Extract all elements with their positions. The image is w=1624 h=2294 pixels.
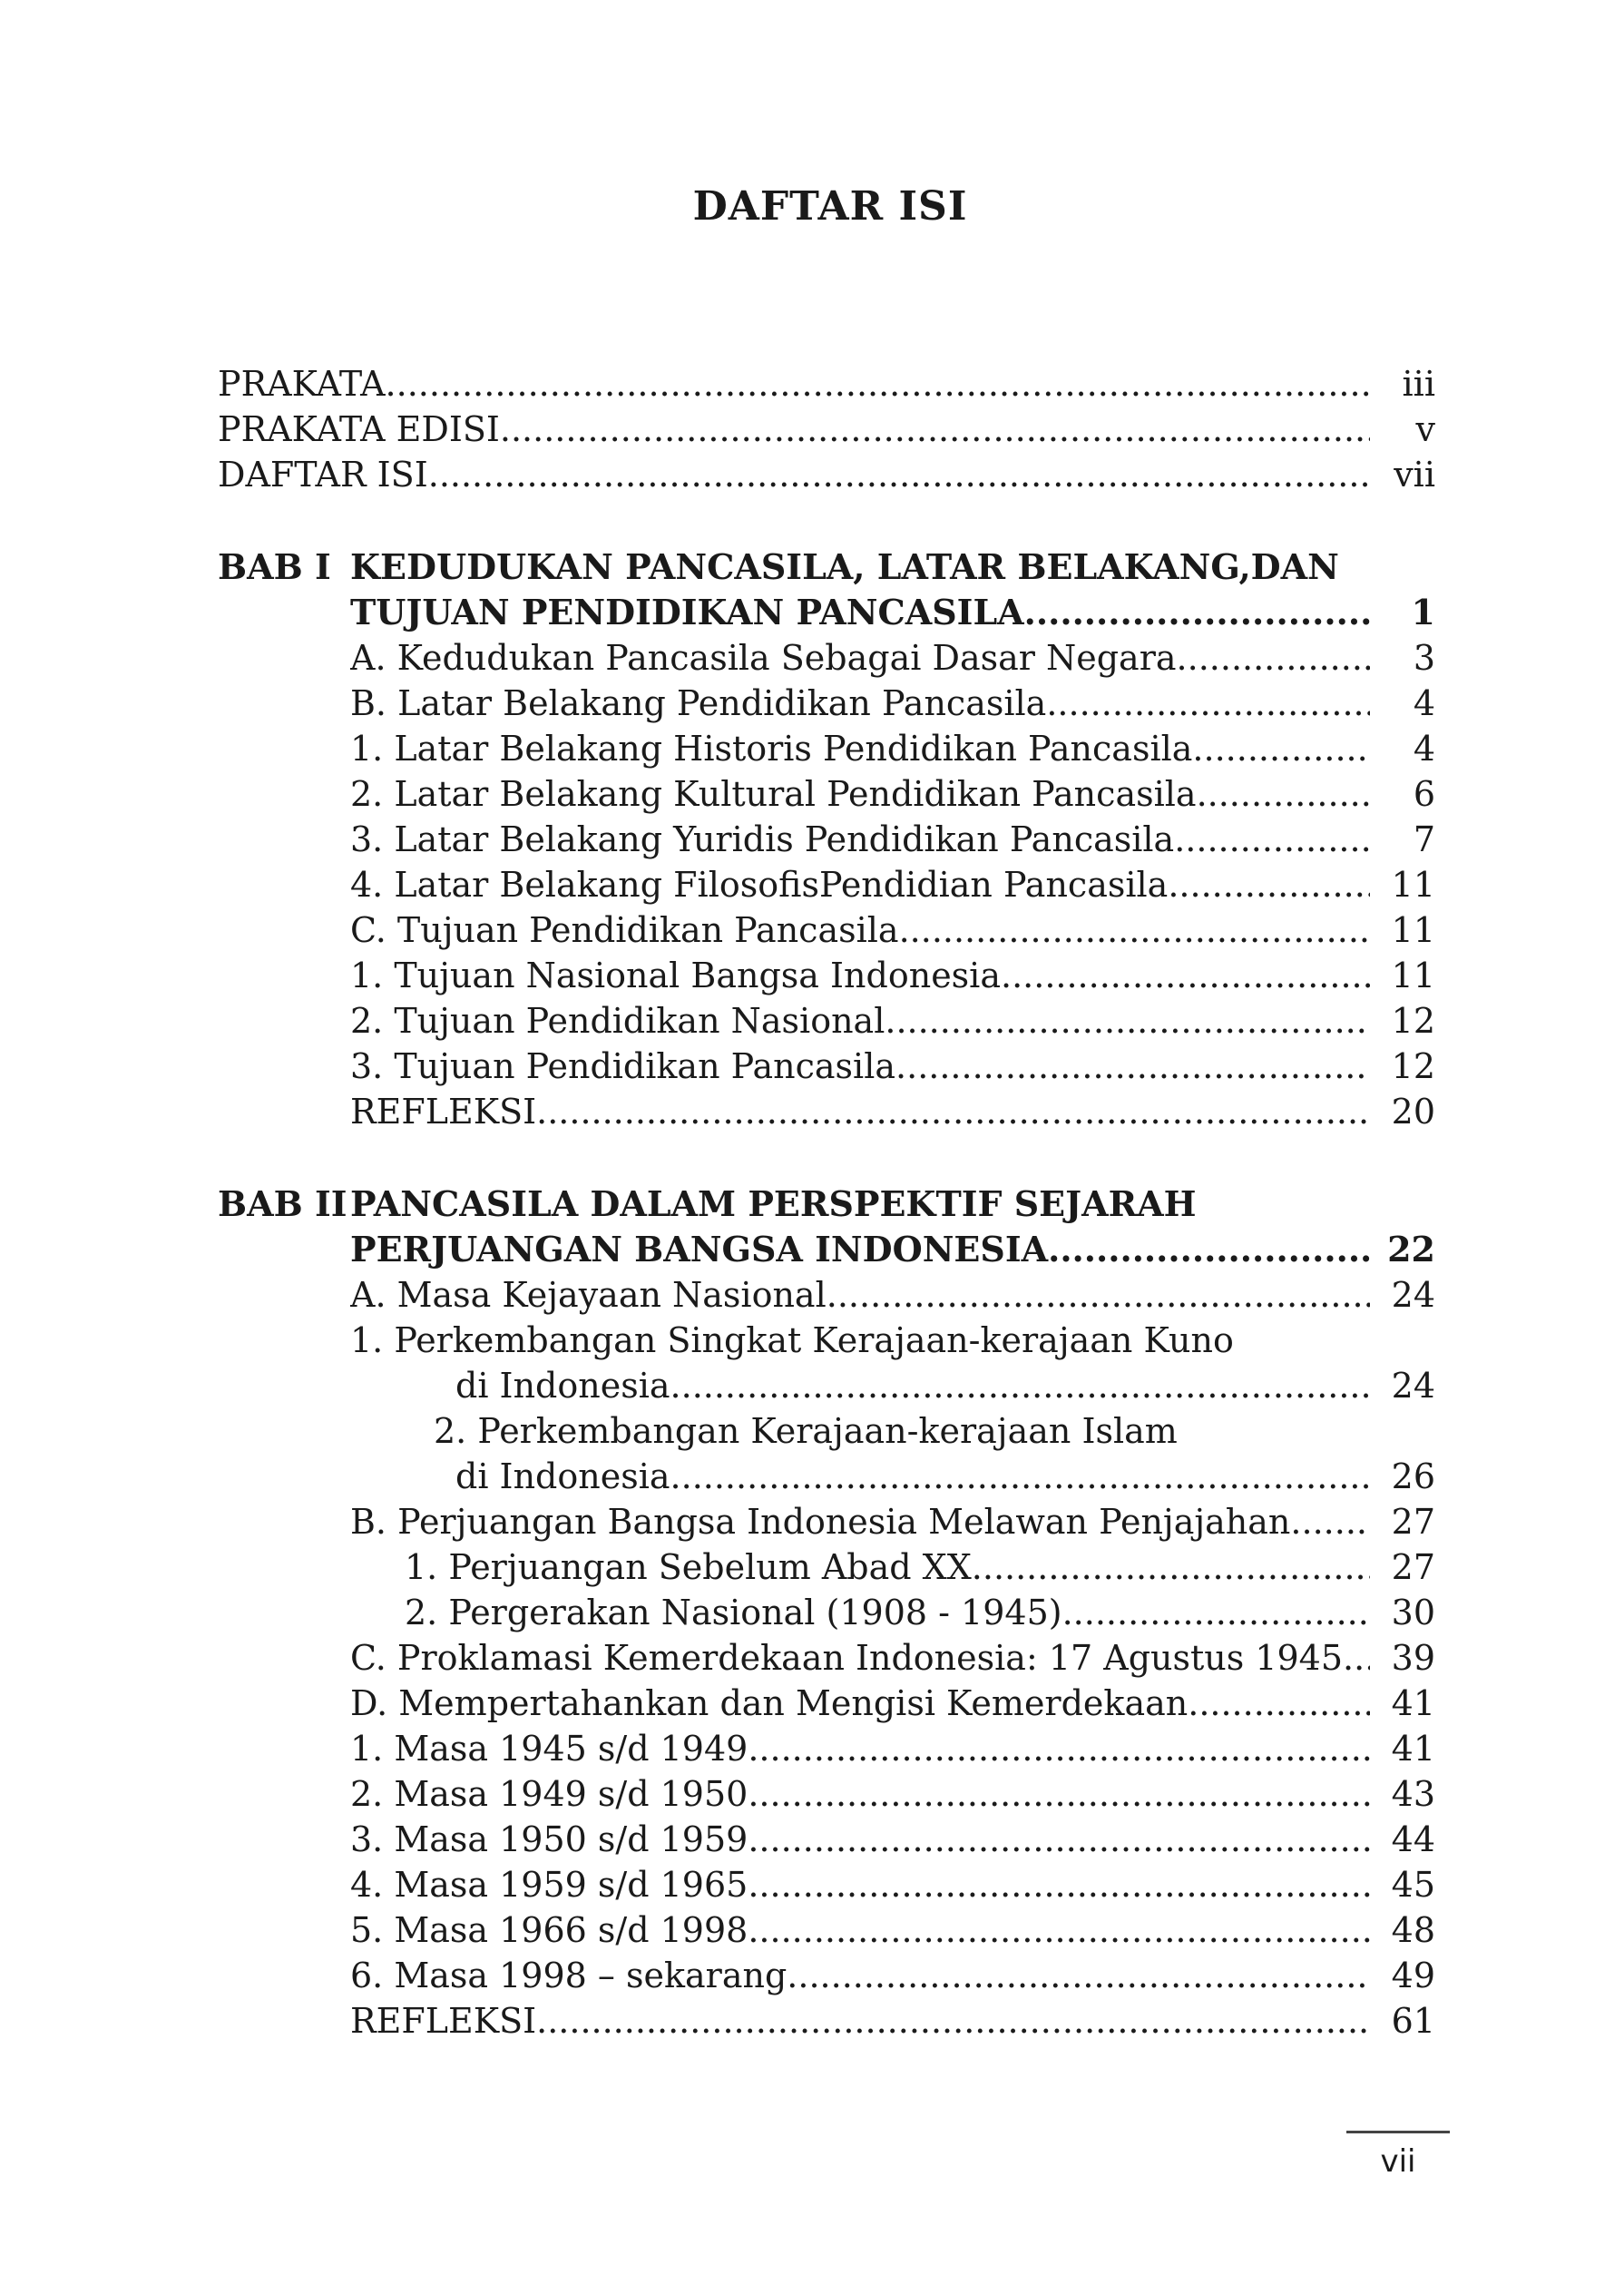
toc-entry	[0, 1862, 1624, 1907]
leader-dots	[1062, 1590, 1370, 1635]
toc-entry-label: DAFTAR ISI	[218, 455, 428, 495]
toc-entry-page: 41	[1391, 1729, 1435, 1769]
leader-dots	[1197, 771, 1370, 817]
toc-entry-label: 2. Pergerakan Nasional (1908 - 1945)	[405, 1593, 1062, 1632]
page-title: DAFTAR ISI	[692, 183, 968, 230]
leader-dots	[670, 1454, 1370, 1499]
leader-dots	[1174, 817, 1370, 862]
toc-entry-prakata-edisi	[0, 407, 1624, 452]
toc-entry-page: 39	[1391, 1638, 1435, 1678]
leader-dots	[1048, 1227, 1370, 1272]
toc-entry	[0, 1953, 1624, 1998]
leader-dots	[1177, 635, 1370, 681]
toc-entry	[0, 953, 1624, 998]
toc-entry-page: 26	[1391, 1456, 1435, 1496]
toc-entry-label: 4. Latar Belakang FilosofisPendidian Pancasila	[350, 865, 1169, 905]
toc-entry-label: 3. Masa 1950 s/d 1959	[350, 1819, 748, 1859]
toc-entry-label: 2. Latar Belakang Kultural Pendidikan Pancasila	[350, 774, 1197, 814]
leader-dots	[748, 1907, 1370, 1953]
toc-entry-label: 2. Tujuan Pendidikan Nasional	[350, 1001, 885, 1041]
toc-entry-page: 12	[1391, 1001, 1435, 1041]
toc-entry-page: 4	[1413, 729, 1435, 769]
leader-dots	[1290, 1499, 1370, 1544]
toc-entry	[0, 635, 1624, 681]
toc-entry-label: 4. Masa 1959 s/d 1965	[350, 1865, 748, 1905]
toc-entry-page: 24	[1391, 1275, 1435, 1315]
page-number: vii	[1380, 2143, 1416, 2180]
leader-dots	[748, 1726, 1370, 1771]
toc-entry	[0, 1272, 1624, 1318]
toc-entry-daftar-isi	[0, 452, 1624, 497]
leader-dots	[1192, 726, 1370, 771]
toc-entry-label: 3. Tujuan Pendidikan Pancasila	[350, 1046, 896, 1086]
toc-entry-page: vii	[1394, 455, 1435, 495]
leader-dots	[500, 407, 1370, 452]
toc-entry-page: 24	[1391, 1366, 1435, 1406]
toc-entry	[0, 1544, 1624, 1590]
chapter-title-line2: TUJUAN PENDIDIKAN PANCASILA	[350, 592, 1024, 632]
toc-entry-page: 61	[1391, 2001, 1435, 2041]
leader-dots	[899, 907, 1370, 953]
toc-entry-page: 30	[1391, 1593, 1435, 1632]
leader-dots	[536, 1089, 1370, 1134]
toc-entry-label: B. Perjuangan Bangsa Indonesia Melawan Penjajahan	[350, 1502, 1291, 1542]
toc-entry	[0, 1681, 1624, 1726]
leader-dots	[748, 1771, 1370, 1817]
toc-entry-page: 12	[1391, 1046, 1435, 1086]
chapter-label: BAB II	[218, 1183, 347, 1224]
toc-entry-page: 44	[1391, 1819, 1435, 1859]
toc-entry-page: 11	[1391, 865, 1435, 905]
toc-entry	[0, 1726, 1624, 1771]
leader-dots	[1168, 862, 1370, 907]
chapter-title-line1: KEDUDUKAN PANCASILA, LATAR BELAKANG,DAN	[350, 546, 1339, 587]
toc-entry-page: 45	[1391, 1865, 1435, 1905]
footer-rule	[1346, 2131, 1450, 2133]
toc-entry-label: di Indonesia	[455, 1456, 670, 1496]
toc-entry-label: 1. Perjuangan Sebelum Abad XX	[405, 1547, 972, 1587]
toc-entry-label: 1. Tujuan Nasional Bangsa Indonesia	[350, 956, 1001, 995]
toc-entry	[0, 726, 1624, 771]
toc-entry-line1	[0, 1318, 1624, 1363]
toc-entry-page: 6	[1413, 774, 1435, 814]
toc-entry	[0, 907, 1624, 953]
toc-entry-label: B. Latar Belakang Pendidikan Pancasila	[350, 683, 1047, 723]
leader-dots	[895, 1044, 1370, 1089]
toc-entry-page: 11	[1391, 910, 1435, 950]
toc-entry-label: C. Proklamasi Kemerdekaan Indonesia: 17 Agustus 1945	[350, 1638, 1344, 1678]
toc-entry-line1	[0, 1408, 1624, 1454]
toc-entry-page: 48	[1391, 1910, 1435, 1950]
toc-entry-refleksi	[0, 1089, 1624, 1134]
toc-entry	[0, 998, 1624, 1044]
toc-entry-label: 2. Perkembangan Kerajaan-kerajaan Islam	[434, 1411, 1178, 1451]
toc-entry-label: REFLEKSI	[350, 1092, 537, 1132]
toc-entry-page: 4	[1413, 683, 1435, 723]
toc-entry-page: 27	[1391, 1547, 1435, 1587]
toc-entry	[0, 1907, 1624, 1953]
leader-dots	[1188, 1681, 1370, 1726]
toc-entry-label: REFLEKSI	[350, 2001, 537, 2041]
chapter-page: 1	[1411, 592, 1435, 632]
toc-entry	[0, 1635, 1624, 1681]
leader-dots	[748, 1817, 1370, 1862]
leader-dots	[885, 998, 1370, 1044]
toc-entry	[0, 771, 1624, 817]
toc-entry	[0, 1771, 1624, 1817]
leader-dots	[787, 1953, 1370, 1998]
chapter-heading-bab-1	[0, 544, 1624, 590]
toc-entry	[0, 1499, 1624, 1544]
toc-entry-label: 1. Latar Belakang Historis Pendidikan Pancasila	[350, 729, 1193, 769]
leader-dots	[1046, 681, 1370, 726]
chapter-title-line1: PANCASILA DALAM PERSPEKTIF SEJARAH	[350, 1183, 1197, 1224]
toc-entry-label: PRAKATA	[218, 364, 386, 404]
leader-dots	[1343, 1635, 1370, 1681]
toc-entry-label: A. Masa Kejayaan Nasional	[350, 1275, 827, 1315]
toc-entry-refleksi	[0, 1998, 1624, 2044]
toc-entry	[0, 862, 1624, 907]
leader-dots	[1024, 590, 1370, 635]
toc-entry-prakata	[0, 361, 1624, 407]
toc-entry-page: 49	[1391, 1956, 1435, 1995]
toc-entry-label: 1. Perkembangan Singkat Kerajaan-kerajaan Kuno	[350, 1320, 1234, 1360]
chapter-heading-bab-2	[0, 1181, 1624, 1227]
toc-entry	[0, 1590, 1624, 1635]
toc-entry	[0, 1817, 1624, 1862]
toc-entry	[0, 1044, 1624, 1089]
toc-entry	[0, 681, 1624, 726]
chapter-page: 22	[1387, 1229, 1435, 1270]
toc-entry	[0, 817, 1624, 862]
toc-entry-label: C. Tujuan Pendidikan Pancasila	[350, 910, 899, 950]
toc-entry-label: 1. Masa 1945 s/d 1949	[350, 1729, 748, 1769]
toc-entry-page: 43	[1391, 1774, 1435, 1814]
leader-dots	[1001, 953, 1370, 998]
toc-entry-page: 20	[1391, 1092, 1435, 1132]
leader-dots	[386, 361, 1370, 407]
leader-dots	[670, 1363, 1370, 1408]
chapter-heading-bab-2-line2	[0, 1227, 1624, 1272]
leader-dots	[972, 1544, 1370, 1590]
chapter-title-line2: PERJUANGAN BANGSA INDONESIA	[350, 1229, 1049, 1270]
toc-entry-label: 6. Masa 1998 – sekarang	[350, 1956, 788, 1995]
toc-entry-page: 3	[1413, 638, 1435, 678]
toc-entry-page: 11	[1391, 956, 1435, 995]
toc-entry-label: di Indonesia	[455, 1366, 670, 1406]
leader-dots	[536, 1998, 1370, 2044]
leader-dots	[748, 1862, 1370, 1907]
toc-entry-page: 7	[1413, 819, 1435, 859]
leader-dots	[827, 1272, 1370, 1318]
toc-entry-page: v	[1415, 409, 1435, 449]
toc-entry-page: iii	[1402, 364, 1435, 404]
toc-entry-page: 41	[1391, 1683, 1435, 1723]
toc-entry-label: 2. Masa 1949 s/d 1950	[350, 1774, 748, 1814]
toc-entry-label: 5. Masa 1966 s/d 1998	[350, 1910, 748, 1950]
toc-entry-label: A. Kedudukan Pancasila Sebagai Dasar Negara	[350, 638, 1177, 678]
leader-dots	[428, 452, 1370, 497]
toc-entry-line2	[0, 1454, 1624, 1499]
toc-entry-label: D. Mempertahankan dan Mengisi Kemerdekaan	[350, 1683, 1189, 1723]
chapter-label: BAB I	[218, 546, 331, 587]
toc-entry-label: 3. Latar Belakang Yuridis Pendidikan Pancasila	[350, 819, 1175, 859]
toc-entry-line2	[0, 1363, 1624, 1408]
toc-entry-page: 27	[1391, 1502, 1435, 1542]
toc-entry-label: PRAKATA EDISI	[218, 409, 500, 449]
chapter-heading-bab-1-line2	[0, 590, 1624, 635]
